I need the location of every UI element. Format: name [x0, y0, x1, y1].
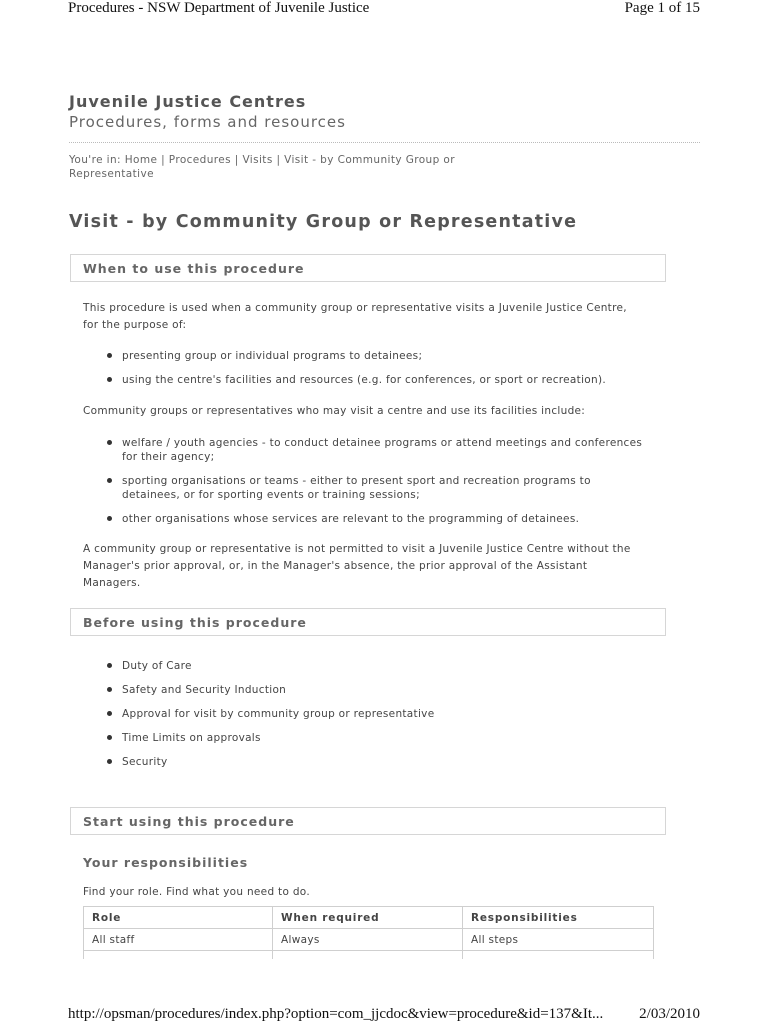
- list-item: Time Limits on approvals: [83, 731, 643, 745]
- responsibilities-table: [83, 906, 654, 959]
- list-item: using the centre's facilities and resources (e.g. for conferences, or sport or recreation).: [83, 373, 643, 387]
- table-cell: [273, 951, 463, 960]
- responsibilities-instruction: Find your role. Find what you need to do.: [83, 886, 310, 898]
- breadcrumb-prefix: You're in:: [69, 154, 121, 166]
- print-header-title: Procedures - NSW Department of Juvenile Justice: [68, 0, 370, 16]
- list-item: presenting group or individual programs to detainees;: [83, 349, 643, 363]
- column-header-role: Role: [84, 907, 273, 929]
- table-cell: [84, 951, 273, 960]
- page-number: Page 1 of 15: [624, 0, 700, 16]
- list-item: Safety and Security Induction: [83, 683, 643, 697]
- responsibilities-heading: Your responsibilities: [83, 855, 249, 870]
- cell-role: All staff: [84, 929, 273, 951]
- breadcrumb-separator: |: [161, 154, 169, 166]
- breadcrumb-home[interactable]: Home: [124, 154, 158, 166]
- site-title: Juvenile Justice Centres: [69, 92, 307, 111]
- cell-when-required: Always: [273, 929, 463, 951]
- list-item: Duty of Care: [83, 659, 643, 673]
- footer-url: http://opsman/procedures/index.php?option=com_jjcdoc&view=procedure&id=137&It...: [68, 1006, 604, 1022]
- column-header-responsibilities: Responsibilities: [463, 907, 654, 929]
- breadcrumb: [69, 153, 499, 181]
- list-item: welfare / youth agencies - to conduct detainee programs or attend meetings and conferences for their agency;: [83, 436, 643, 464]
- section-when-heading: When to use this procedure: [70, 254, 666, 282]
- list-item: Security: [83, 755, 643, 769]
- list-item: other organisations whose services are relevant to the programming of detainees.: [83, 512, 643, 526]
- table-cell: [463, 951, 654, 960]
- section-before-heading: Before using this procedure: [70, 608, 666, 636]
- purpose-list: [83, 349, 643, 387]
- print-footer: [68, 1006, 700, 1023]
- page-title: Visit - by Community Group or Representative: [69, 212, 578, 232]
- footer-date: 2/03/2010: [639, 1006, 700, 1022]
- when-intro: This procedure is used when a community group or representative visits a Juvenile Justice Centre, for the purpose of:: [83, 302, 627, 331]
- groups-intro: Community groups or representatives who may visit a centre and use its facilities include:: [83, 405, 586, 417]
- breadcrumb-visits[interactable]: Visits: [242, 154, 273, 166]
- breadcrumb-separator: |: [276, 154, 285, 166]
- breadcrumb-current: Visit - by Community Group or Representative: [69, 154, 455, 180]
- header-divider: [69, 142, 700, 143]
- approval-note: A community group or representative is not permitted to visit a Juvenile Justice Centre without the Manager's prior approval, or, in the Manager's absence, the prior approval of the Assistant Managers.: [83, 543, 631, 589]
- table-row: [84, 929, 654, 951]
- site-subtitle: Procedures, forms and resources: [69, 113, 346, 131]
- list-item: Approval for visit by community group or representative: [83, 707, 643, 721]
- print-header: [68, 0, 700, 22]
- breadcrumb-separator: |: [234, 154, 243, 166]
- groups-list: [83, 436, 643, 526]
- column-header-when-required: When required: [273, 907, 463, 929]
- table-header-row: [84, 907, 654, 929]
- breadcrumb-procedures[interactable]: Procedures: [168, 154, 232, 166]
- cell-responsibilities: All steps: [463, 929, 654, 951]
- list-item: sporting organisations or teams - either to present sport and recreation programs to detainees, or for sporting events or training sessions;: [83, 474, 643, 502]
- before-list: [83, 659, 643, 769]
- table-row: [84, 951, 654, 960]
- section-start-heading: Start using this procedure: [70, 807, 666, 835]
